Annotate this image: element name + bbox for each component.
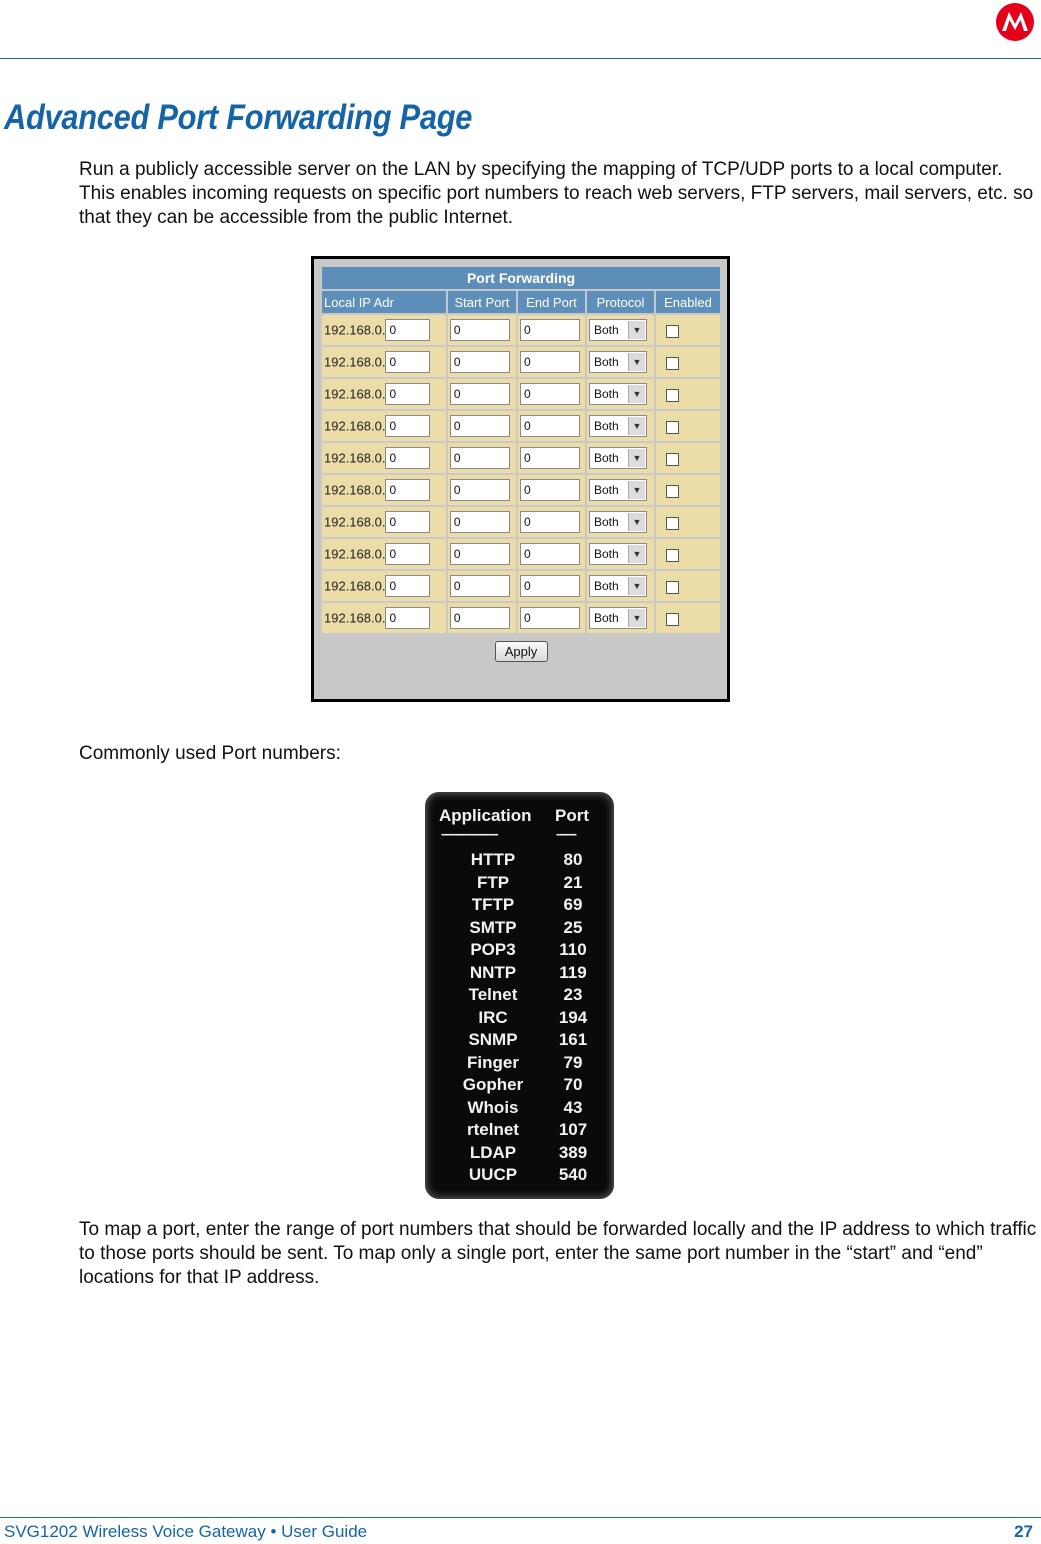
start-port-cell xyxy=(448,539,516,569)
start-port-input[interactable]: 0 xyxy=(450,479,510,501)
protocol-cell xyxy=(587,347,654,377)
column-header: Enabled xyxy=(656,291,720,313)
application-name: UUCP xyxy=(468,1165,518,1184)
ip-prefix: 192.168.0. xyxy=(324,418,386,434)
end-port-cell xyxy=(518,507,585,537)
start-port-cell xyxy=(448,347,516,377)
ip-prefix: 192.168.0. xyxy=(324,482,386,498)
end-port-input[interactable]: 0 xyxy=(520,415,580,437)
intro-paragraph: Run a publicly accessible server on the LAN by specifying the mapping of TCP/UDP ports to a local computer. This enables incoming requests on specific port numbers to reach web servers, FTP servers, mail servers, etc. so that they can be accessible from the public Internet. xyxy=(79,159,1034,228)
local-ip-cell xyxy=(322,603,446,633)
ip-last-octet-input[interactable]: 0 xyxy=(385,607,430,629)
ports-row xyxy=(427,1098,616,1121)
port-forwarding-row xyxy=(322,315,720,345)
port-forwarding-row xyxy=(322,379,720,409)
enabled-cell xyxy=(656,475,720,505)
start-port-cell xyxy=(448,571,516,601)
ports-divider-application: ----------------- xyxy=(441,826,498,841)
port-number: 107 xyxy=(558,1120,588,1139)
ip-last-octet-input[interactable]: 0 xyxy=(385,575,430,597)
ports-header-application: Application xyxy=(439,806,532,825)
ports-row xyxy=(427,1143,616,1166)
port-forwarding-table xyxy=(320,289,722,635)
ip-prefix: 192.168.0. xyxy=(324,322,386,338)
local-ip-cell xyxy=(322,507,446,537)
local-ip-cell xyxy=(322,475,446,505)
protocol-cell xyxy=(587,603,654,633)
protocol-select[interactable] xyxy=(589,575,647,597)
ip-last-octet-input[interactable]: 0 xyxy=(385,351,430,373)
chevron-down-icon[interactable]: ▼ xyxy=(628,449,645,467)
ip-prefix: 192.168.0. xyxy=(324,514,386,530)
start-port-input[interactable]: 0 xyxy=(450,447,510,469)
common-ports-image xyxy=(425,792,614,1199)
protocol-select[interactable] xyxy=(589,607,647,629)
protocol-cell xyxy=(587,507,654,537)
protocol-cell xyxy=(587,571,654,601)
port-forwarding-row xyxy=(322,443,720,473)
start-port-cell xyxy=(448,603,516,633)
chevron-down-icon[interactable]: ▼ xyxy=(628,513,645,531)
end-port-input[interactable]: 0 xyxy=(520,575,580,597)
protocol-select[interactable] xyxy=(589,543,647,565)
port-number: 119 xyxy=(559,962,587,982)
enabled-checkbox[interactable] xyxy=(666,453,679,466)
ports-row xyxy=(427,873,616,896)
protocol-value: Both xyxy=(593,515,619,529)
end-port-cell xyxy=(518,315,585,345)
start-port-cell xyxy=(448,315,516,345)
port-number: 79 xyxy=(563,1052,583,1072)
end-port-input[interactable]: 0 xyxy=(520,447,580,469)
footer-title: SVG1202 Wireless Voice Gateway • User Guide xyxy=(4,1522,368,1541)
footer-rule xyxy=(0,1517,1041,1518)
local-ip-cell xyxy=(322,443,446,473)
port-number: 540 xyxy=(558,1165,588,1184)
application-name: POP3 xyxy=(470,940,516,959)
start-port-input[interactable]: 0 xyxy=(450,543,510,565)
ip-last-octet-input[interactable]: 0 xyxy=(385,447,430,469)
application-name: HTTP xyxy=(470,850,516,869)
protocol-value: Both xyxy=(593,483,619,497)
application-name: FTP xyxy=(476,872,510,892)
end-port-input[interactable]: 0 xyxy=(520,383,580,405)
application-name: Telnet xyxy=(468,985,518,1004)
ports-divider-port: ------ xyxy=(556,826,576,841)
end-port-cell xyxy=(518,379,585,409)
local-ip-cell xyxy=(322,539,446,569)
common-ports-label: Commonly used Port numbers: xyxy=(79,743,341,764)
enabled-checkbox[interactable] xyxy=(666,613,679,626)
ports-row xyxy=(427,1053,616,1076)
local-ip-cell xyxy=(322,571,446,601)
ip-prefix: 192.168.0. xyxy=(324,578,386,594)
start-port-cell xyxy=(448,475,516,505)
header-rule xyxy=(0,58,1041,59)
enabled-cell xyxy=(656,571,720,601)
protocol-select[interactable] xyxy=(589,319,647,341)
enabled-checkbox[interactable] xyxy=(666,549,679,562)
start-port-cell xyxy=(448,379,516,409)
enabled-cell xyxy=(656,539,720,569)
application-name: TFTP xyxy=(471,895,515,914)
protocol-value: Both xyxy=(593,451,619,465)
ip-last-octet-input[interactable]: 0 xyxy=(385,511,430,533)
port-forwarding-screenshot xyxy=(311,256,730,702)
ports-row xyxy=(427,850,616,873)
ip-last-octet-input[interactable]: 0 xyxy=(385,415,430,437)
port-number: 110 xyxy=(559,940,587,959)
port-forwarding-row xyxy=(322,571,720,601)
end-port-input[interactable]: 0 xyxy=(520,607,580,629)
enabled-checkbox[interactable] xyxy=(666,421,679,434)
enabled-cell xyxy=(656,603,720,633)
chevron-down-icon[interactable]: ▼ xyxy=(628,385,645,403)
protocol-cell xyxy=(587,539,654,569)
outro-paragraph: To map a port, enter the range of port numbers that should be forwarded locally and the IP address to which traffic to those ports should be sent. To map only a single port, enter the same port number in the “start” and “end” locations for that IP address. xyxy=(79,1219,1037,1288)
port-number: 389 xyxy=(558,1142,588,1162)
application-name: IRC xyxy=(478,1007,508,1027)
local-ip-cell xyxy=(322,411,446,441)
ip-prefix: 192.168.0. xyxy=(324,546,386,562)
port-number: 194 xyxy=(558,1007,588,1027)
chevron-down-icon[interactable]: ▼ xyxy=(628,609,645,627)
end-port-cell xyxy=(518,347,585,377)
column-header: End Port xyxy=(518,291,585,313)
local-ip-cell xyxy=(322,315,446,345)
ports-row xyxy=(427,1030,616,1053)
application-name: Gopher xyxy=(462,1075,524,1094)
application-name: SMTP xyxy=(469,917,517,937)
end-port-input[interactable]: 0 xyxy=(520,479,580,501)
protocol-cell xyxy=(587,443,654,473)
start-port-cell xyxy=(448,411,516,441)
protocol-value: Both xyxy=(593,323,619,337)
ip-prefix: 192.168.0. xyxy=(324,610,386,626)
start-port-input[interactable]: 0 xyxy=(450,351,510,373)
port-number: 43 xyxy=(563,1097,583,1117)
ports-row xyxy=(427,1120,616,1143)
end-port-input[interactable]: 0 xyxy=(520,511,580,533)
column-header: Protocol xyxy=(587,291,654,313)
protocol-select[interactable] xyxy=(589,415,647,437)
port-number: 23 xyxy=(563,985,583,1004)
enabled-cell xyxy=(656,315,720,345)
column-header: Local IP Adr xyxy=(322,291,446,313)
end-port-cell xyxy=(518,475,585,505)
ports-row xyxy=(427,940,616,963)
port-forwarding-title: Port Forwarding xyxy=(322,267,720,289)
enabled-cell xyxy=(656,379,720,409)
start-port-input[interactable]: 0 xyxy=(450,383,510,405)
ports-row xyxy=(427,1165,616,1188)
chevron-down-icon[interactable]: ▼ xyxy=(628,577,645,595)
chevron-down-icon[interactable]: ▼ xyxy=(628,481,645,499)
application-name: LDAP xyxy=(469,1142,517,1162)
end-port-input[interactable]: 0 xyxy=(520,319,580,341)
protocol-select[interactable] xyxy=(589,383,647,405)
apply-button[interactable]: Apply xyxy=(495,641,548,662)
start-port-input[interactable]: 0 xyxy=(450,607,510,629)
local-ip-cell xyxy=(322,347,446,377)
port-forwarding-row xyxy=(322,539,720,569)
ip-last-octet-input[interactable]: 0 xyxy=(385,479,430,501)
end-port-input[interactable]: 0 xyxy=(520,543,580,565)
protocol-select[interactable] xyxy=(589,447,647,469)
port-forwarding-row xyxy=(322,475,720,505)
enabled-checkbox[interactable] xyxy=(666,581,679,594)
protocol-cell xyxy=(587,315,654,345)
ports-row xyxy=(427,985,616,1008)
chevron-down-icon[interactable]: ▼ xyxy=(628,545,645,563)
protocol-select[interactable] xyxy=(589,479,647,501)
end-port-cell xyxy=(518,411,585,441)
ports-row xyxy=(427,963,616,986)
port-number: 69 xyxy=(563,895,583,914)
protocol-cell xyxy=(587,379,654,409)
application-name: rtelnet xyxy=(467,1120,519,1139)
application-name: Whois xyxy=(467,1097,519,1117)
enabled-cell xyxy=(656,347,720,377)
start-port-input[interactable]: 0 xyxy=(450,319,510,341)
enabled-checkbox[interactable] xyxy=(666,325,679,338)
ip-prefix: 192.168.0. xyxy=(324,386,386,402)
column-header: Start Port xyxy=(448,291,516,313)
protocol-value: Both xyxy=(593,419,619,433)
protocol-value: Both xyxy=(593,547,619,561)
chevron-down-icon[interactable]: ▼ xyxy=(628,353,645,371)
port-number: 25 xyxy=(563,917,583,937)
ports-row xyxy=(427,1075,616,1098)
enabled-cell xyxy=(656,411,720,441)
protocol-value: Both xyxy=(593,611,619,625)
protocol-value: Both xyxy=(593,579,619,593)
start-port-cell xyxy=(448,507,516,537)
application-name: SNMP xyxy=(468,1030,518,1049)
enabled-checkbox[interactable] xyxy=(666,357,679,370)
ip-last-octet-input[interactable]: 0 xyxy=(385,319,430,341)
application-name: Finger xyxy=(467,1052,519,1072)
protocol-value: Both xyxy=(593,355,619,369)
port-forwarding-row xyxy=(322,507,720,537)
chevron-down-icon[interactable]: ▼ xyxy=(628,321,645,339)
ports-row xyxy=(427,1008,616,1031)
enabled-checkbox[interactable] xyxy=(666,517,679,530)
start-port-input[interactable]: 0 xyxy=(450,511,510,533)
end-port-cell xyxy=(518,571,585,601)
port-forwarding-row xyxy=(322,603,720,633)
application-name: NNTP xyxy=(469,962,517,982)
port-number: 80 xyxy=(563,850,583,869)
protocol-select[interactable] xyxy=(589,351,647,373)
ip-last-octet-input[interactable]: 0 xyxy=(385,543,430,565)
ip-last-octet-input[interactable]: 0 xyxy=(385,383,430,405)
enabled-checkbox[interactable] xyxy=(666,389,679,402)
enabled-checkbox[interactable] xyxy=(666,485,679,498)
chevron-down-icon[interactable]: ▼ xyxy=(628,417,645,435)
ip-prefix: 192.168.0. xyxy=(324,354,386,370)
enabled-cell xyxy=(656,507,720,537)
start-port-input[interactable]: 0 xyxy=(450,415,510,437)
local-ip-cell xyxy=(322,379,446,409)
start-port-input[interactable]: 0 xyxy=(450,575,510,597)
page-number: 27 xyxy=(1014,1522,1033,1541)
enabled-cell xyxy=(656,443,720,473)
protocol-cell xyxy=(587,411,654,441)
ports-row xyxy=(427,918,616,941)
end-port-cell xyxy=(518,443,585,473)
end-port-cell xyxy=(518,539,585,569)
end-port-cell xyxy=(518,603,585,633)
port-number: 161 xyxy=(558,1030,588,1049)
port-forwarding-row xyxy=(322,411,720,441)
ip-prefix: 192.168.0. xyxy=(324,450,386,466)
end-port-input[interactable]: 0 xyxy=(520,351,580,373)
page-title: Advanced Port Forwarding Page xyxy=(4,98,473,137)
port-number: 70 xyxy=(563,1075,583,1094)
port-number: 21 xyxy=(563,872,583,892)
protocol-cell xyxy=(587,475,654,505)
start-port-cell xyxy=(448,443,516,473)
ports-row xyxy=(427,895,616,918)
motorola-logo xyxy=(995,2,1035,42)
port-forwarding-row xyxy=(322,347,720,377)
protocol-select[interactable] xyxy=(589,511,647,533)
ports-header-port: Port xyxy=(555,806,589,825)
protocol-value: Both xyxy=(593,387,619,401)
